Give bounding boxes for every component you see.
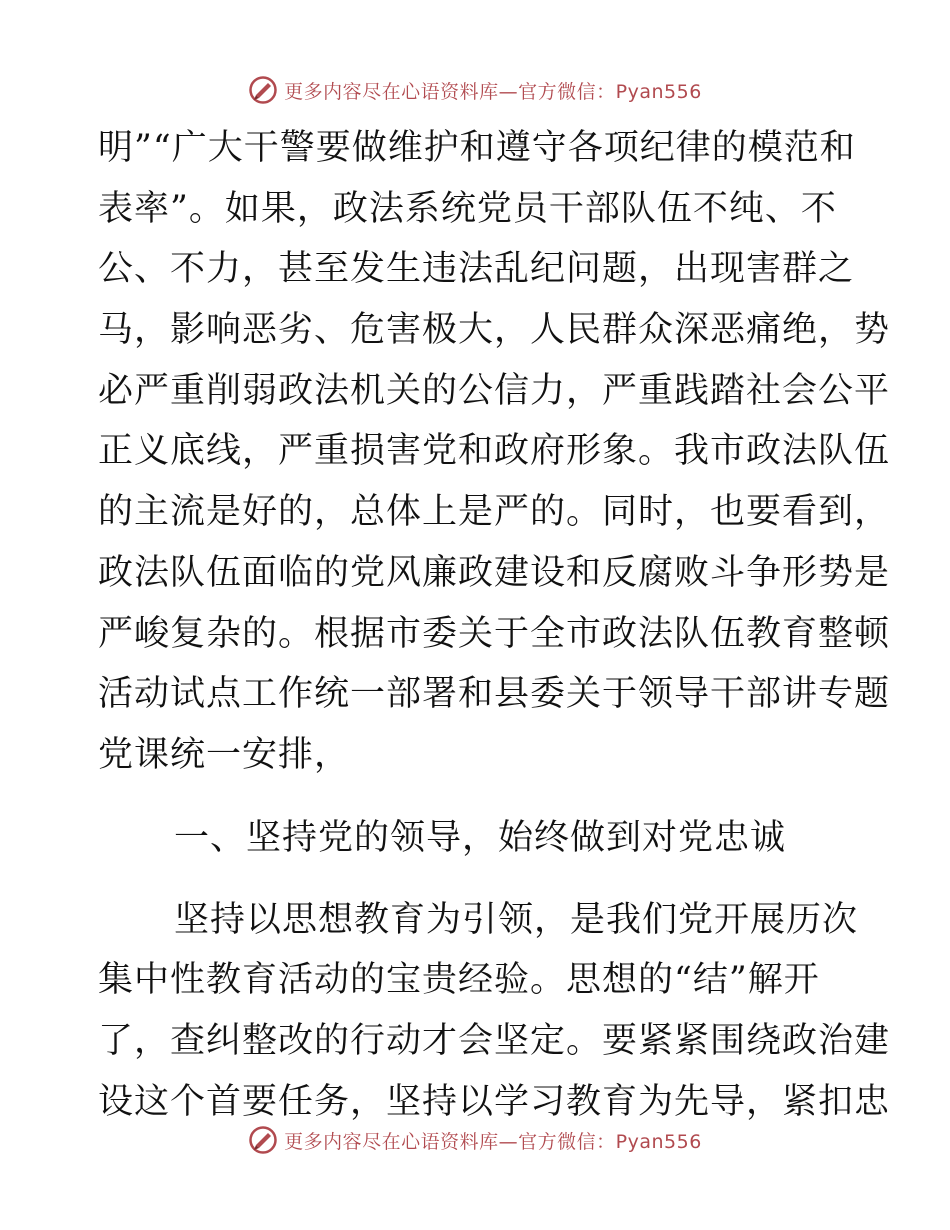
text-line: 集中性教育活动的宝贵经验。思想的“结”解开 (98, 960, 820, 1001)
watermark-text: 更多内容尽在心语资料库—官方微信：Pyan556 (284, 1130, 702, 1153)
text-line: 严峻复杂的。根据市委关于全市政法队伍教育整顿 (98, 613, 891, 654)
text-line: 马，影响恶劣、危害极大，人民群众深恶痛绝，势 (98, 310, 891, 351)
header-watermark (0, 70, 950, 110)
text-line: 了，查纠整改的行动才会坚定。要紧紧围绕政治建 (98, 1020, 891, 1061)
text-line: 坚持以思想教育为引领，是我们党开展历次 (174, 899, 859, 940)
text-line: 表率”。如果，政法系统党员干部队伍不纯、不 (98, 188, 837, 229)
text-line: 的主流是好的，总体上是严的。同时，也要看到， (98, 492, 891, 533)
text-line: 党课统一安排， (98, 734, 351, 775)
text-line: 明”“广大干警要做维护和遵守各项纪律的模范和 (98, 128, 856, 168)
text-line: 政法队伍面临的党风廉政建设和反腐败斗争形势是 (98, 552, 891, 593)
text-line: 正义底线，严重损害党和政府形象。我市政法队伍 (98, 431, 891, 472)
text-line: 公、不力，甚至发生违法乱纪问题，出现害群之 (98, 249, 855, 290)
pen-circle-logo-icon (248, 75, 278, 105)
watermark-text: 更多内容尽在心语资料库—官方微信：Pyan556 (284, 80, 702, 103)
text-line: 必严重削弱政法机关的公信力，严重践踏社会公平 (98, 370, 891, 411)
document-body (98, 118, 891, 1132)
text-line: 活动试点工作统一部署和县委关于领导干部讲专题 (98, 674, 891, 715)
section-heading: 一、坚持党的领导，始终做到对党忠诚 (174, 817, 787, 858)
text-line: 设这个首要任务，坚持以学习教育为先导，紧扣忠 (98, 1081, 891, 1122)
pen-circle-logo-icon (248, 1125, 278, 1155)
footer-watermark (0, 1120, 950, 1160)
